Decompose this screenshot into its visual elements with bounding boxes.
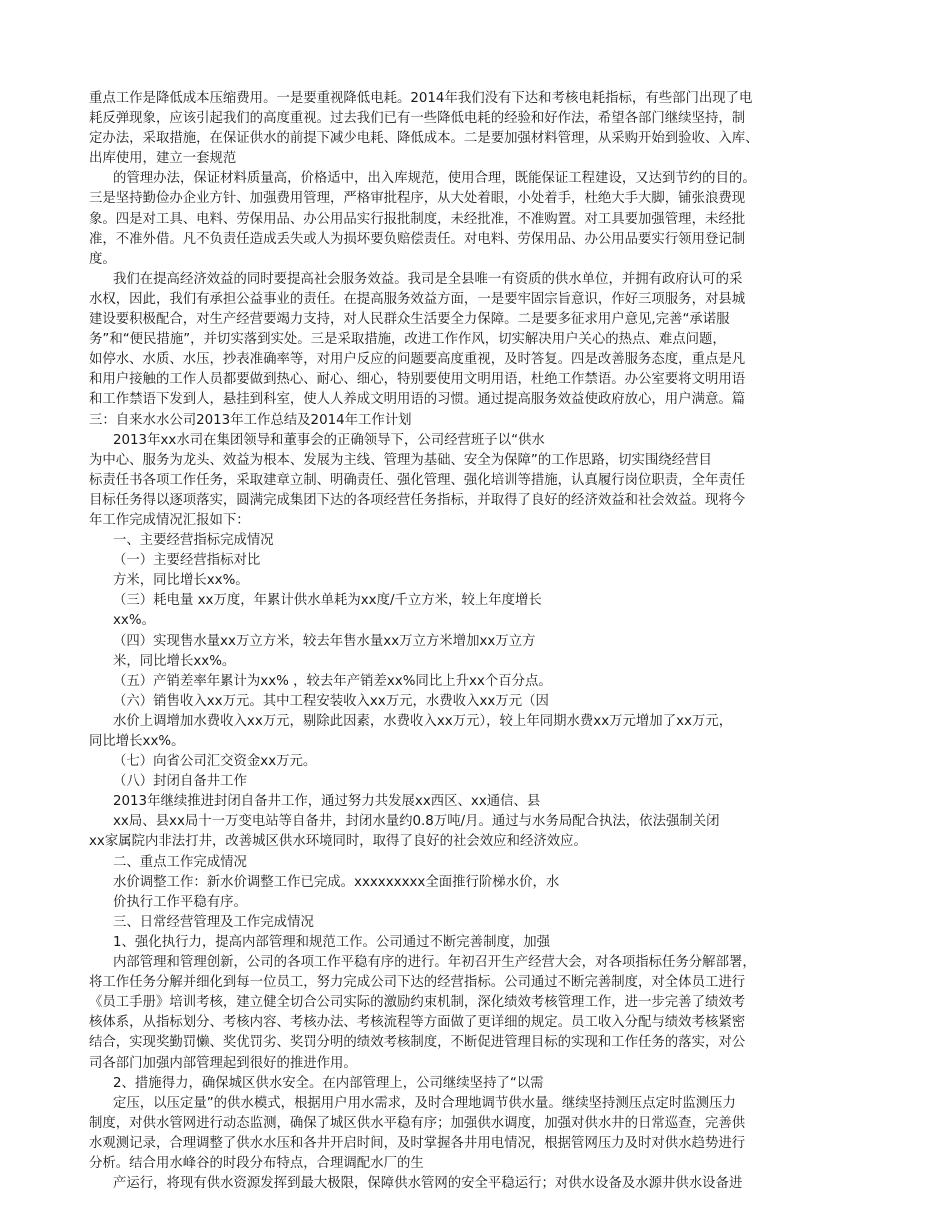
text-line: 建设要积极配合，对生产经营要竭力支持，对人民群众生活要全力保障。二是要多征求用户意见,完善“承诺服 — [89, 312, 730, 328]
text-line: 的管理办法，保证材料质量高，价格适中，出入库规范，使用合理，既能保证工程建设，又达到节约的目的。 — [113, 171, 756, 187]
text-line: 如停水、水质、水压，抄表准确率等，对用户反应的问题要高度重视，及时答复。四是改善服务态度，重点是凡 — [89, 352, 746, 368]
text-line: 出库使用，建立一套规范 — [89, 151, 237, 167]
text-line: 2013年继续推进封闭自备井工作，通过努力共发展xx西区、xx通信、县 — [113, 794, 541, 810]
text-line: 度。 — [89, 251, 116, 267]
text-line: 象。四是对工具、电料、劳保用品、办公用品实行报批制度，未经批准，不准购置。对工具要加强管理，未经批 — [89, 211, 746, 227]
text-line: （四）实现售水量xx万立方米，较去年售水量xx万立方米增加xx万立方 — [113, 633, 536, 649]
text-line: 将工作任务分解并细化到每一位员工，努力完成公司下达的经营指标。公司通过不断完善制度，对全体员工进行 — [89, 975, 746, 991]
text-line: 定办法，采取措施，在保证供水的前提下减少电耗、降低成本。二是要加强材料管理，从采购开始到验收、入库、 — [89, 131, 759, 147]
text-line: 务”和“便民措施”，并切实落到实处。三是采取措施，改进工作作风，切实解决用户关心的热点、难点问题， — [89, 332, 726, 348]
text-line: 制度，对供水管网进行动态监测，确保了城区供水平稳有序；加强供水调度，加强对供水井的日常巡查，完善供 — [89, 1115, 746, 1131]
text-line: 年工作完成情况汇报如下： — [89, 512, 250, 528]
text-line: 水权，因此，我们有承担公益事业的责任。在提高服务效益方面，一是要牢固宗旨意识，作好三项服务，对县城 — [89, 291, 746, 307]
text-line: 同比增长xx%。 — [89, 734, 185, 749]
text-line: 一、主要经营指标完成情况 — [113, 533, 274, 549]
text-line: 二、重点工作完成情况 — [113, 854, 247, 870]
text-line: （六）销售收入xx万元。其中工程安装收入xx万元，水费收入xx万元（因 — [113, 693, 549, 709]
text-line: xx家属院内非法打井，改善城区供水环境同时，取得了良好的社会效应和经济效应。 — [89, 834, 587, 850]
text-line: 1、强化执行力，提高内部管理和规范工作。公司通过不断完善制度，加强 — [113, 934, 551, 950]
text-line: 《员工手册》培训考核，建立健全切合公司实际的激励约束机制，深化绩效考核管理工作，进一步完善了绩效考 — [89, 995, 746, 1011]
text-line: 三：自来水水公司2013年工作总结及2014年工作计划 — [89, 412, 412, 428]
text-line: 核体系，从指标划分、考核内容、考核办法、考核流程等方面做了更详细的规定。员工收入分配与绩效考核紧密 — [89, 1015, 746, 1031]
text-line: 耗反弹现象，应该引起我们的高度重视。过去我们已有一些降低电耗的经验和好作法，希望各部门继续坚持，制 — [89, 111, 746, 127]
document-body — [89, 89, 865, 1194]
text-line: 水价调整工作：新水价调整工作已完成。xxxxxxxxx全面推行阶梯水价，水 — [113, 874, 560, 890]
text-line: 方米，同比增长xx%。 — [113, 573, 249, 589]
text-line: （三）耗电量 xx万度，年累计供水单耗为xx度/千立方米，较上年度增长 — [113, 593, 542, 609]
text-line: xx%。 — [113, 613, 155, 629]
text-line: 米，同比增长xx%。 — [113, 653, 236, 669]
text-line: 重点工作是降低成本压缩费用。一是要重视降低电耗。2014年我们没有下达和考核电耗指标，有些部门出现了电 — [89, 91, 753, 106]
text-line: 为中心、服务为龙头、效益为根本、发展为主线、管理为基础、安全为保障”的工作思路，切实围绕经营目 — [89, 452, 712, 468]
text-line: 和用户接触的工作人员都要做到热心、耐心、细心，特别要使用文明用语，杜绝工作禁语。办公室要将文明用语 — [89, 372, 746, 388]
text-line: xx局、县xx局十一万变电站等自备井，封闭水量约0.8万吨/月。通过与水务局配合执法，依法强制关闭 — [113, 814, 720, 830]
text-line: 定压，以压定量”的供水模式，根据用户用水需求，及时合理地调节供水量。继续坚持测压点定时监测压力 — [113, 1095, 736, 1111]
text-line: 产运行，将现有供水资源发挥到最大极限，保障供水管网的安全平稳运行；对供水设备及水源井供水设备进 — [113, 1176, 743, 1192]
text-line: 和工作禁语下发到人，悬挂到科室，使人人养成文明用语的习惯。通过提高服务效益使政府放心，用户满意。篇 — [89, 392, 746, 408]
text-line: 我们在提高经济效益的同时要提高社会服务效益。我司是全县唯一有资质的供水单位，并拥有政府认可的采 — [113, 271, 743, 287]
text-line: 目标任务得以逐项落实，圆满完成集团下达的各项经营任务指标，并取得了良好的经济效益和社会效益。现将今 — [89, 492, 746, 508]
text-line: 司各部门加强内部管理起到很好的推进作用。 — [89, 1055, 357, 1071]
text-line: 准，不准外借。凡不负责任造成丢失或人为损坏要负赔偿责任。对电料、劳保用品、办公用品要实行领用登记制 — [89, 231, 746, 247]
text-line: （一）主要经营指标对比 — [113, 553, 261, 569]
text-line: 价执行工作平稳有序。 — [113, 894, 247, 910]
text-line: 2、措施得力，确保城区供水安全。在内部管理上，公司继续坚持了“以需 — [113, 1075, 544, 1091]
text-line: 结合，实现奖勤罚懒、奖优罚劣、奖罚分明的绩效考核制度，不断促进管理目标的实现和工作任务的落实，对公 — [89, 1035, 746, 1051]
text-line: （五）产销差率年累计为xx% ，较去年产销差xx%同比上升xx个百分点。 — [113, 673, 552, 689]
text-line: 2013年xx水司在集团领导和董事会的正确领导下，公司经营班子以“供水 — [113, 432, 545, 448]
text-line: 水观测记录，合理调整了供水水压和各井开启时间，及时掌握各井用电情况，根据管网压力及时对供水趋势进行 — [89, 1135, 746, 1151]
text-line: 内部管理和管理创新，公司的各项工作平稳有序的进行。年初召开生产经营大会，对各项指标任务分解部署， — [113, 955, 756, 971]
text-line: （七）向省公司汇交资金xx万元。 — [113, 754, 317, 770]
text-line: 三、日常经营管理及工作完成情况 — [113, 914, 314, 930]
text-line: 标责任书各项工作任务，采取建章立制、明确责任、强化管理、强化培训等措施，认真履行岗位职责，全年责任 — [89, 472, 746, 488]
text-line: 分析。结合用水峰谷的时段分布特点，合理调配水厂的生 — [89, 1155, 424, 1171]
text-line: （八）封闭自备井工作 — [113, 774, 247, 790]
text-line: 水价上调增加水费收入xx万元，剔除此因素，水费收入xx万元），较上年同期水费xx万元增加了xx万元， — [113, 713, 733, 729]
text-line: 三是坚持勤俭办企业方针、加强费用管理，严格审批程序，从大处着眼，小处着手，杜绝大手大脚，铺张浪费现 — [89, 191, 746, 207]
